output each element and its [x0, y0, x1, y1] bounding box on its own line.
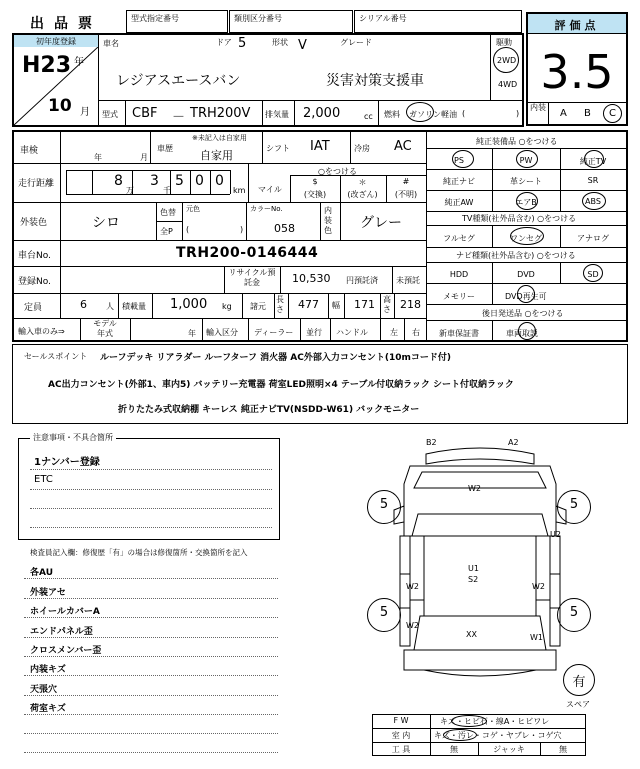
- tv-full: フルセグ: [443, 234, 475, 243]
- color-value: シロ: [92, 215, 120, 231]
- inspector-item-1: 各AU: [30, 568, 53, 578]
- tv-type-title: TV種類(社外品含む): [462, 214, 535, 223]
- selling-points-label: セールスポイント: [24, 352, 88, 361]
- equip-sr: SR: [587, 176, 599, 185]
- genuine-label: [476, 136, 558, 147]
- tv-circle-note: ○をつける: [537, 214, 577, 223]
- serial-box: [354, 10, 522, 33]
- rating-label: 評価点: [554, 19, 600, 32]
- mileage-digit-4: 0: [195, 173, 204, 189]
- legend-interior-circle: [443, 729, 477, 741]
- cc-unit: cc: [364, 112, 373, 121]
- model-dash: －: [172, 110, 186, 125]
- shaken-month: 月: [140, 153, 148, 162]
- color-no-value: 058: [274, 222, 295, 235]
- tampered-label: (改ざん): [347, 190, 378, 199]
- shaken-label: 車検: [20, 146, 39, 156]
- recycle-label: リサイクル預託金: [228, 268, 276, 287]
- drive-4wd: 4WD: [498, 80, 518, 89]
- equip-aw: 純正AW: [444, 198, 474, 207]
- history-label: 車歴: [157, 144, 173, 153]
- equip-leather: 革シート: [510, 177, 542, 186]
- kg-unit: kg: [222, 302, 232, 311]
- displacement-value: 2,000: [303, 106, 341, 121]
- load-value: 1,000: [170, 297, 208, 312]
- original-paren-close: ): [240, 225, 244, 234]
- navi-dvd: DVD: [517, 270, 535, 279]
- interior-grade-label: 内装: [530, 103, 546, 112]
- legend-fw-label: F W: [393, 716, 409, 725]
- exchange-label: (交換): [303, 190, 327, 199]
- interior-color-value: グレー: [360, 215, 402, 231]
- grade-value: 災害対策支援車: [326, 73, 424, 89]
- equip-abs: ABS: [585, 197, 601, 206]
- width-value: 171: [354, 298, 375, 311]
- legend-tools-none: 無: [450, 745, 458, 754]
- mark-u2: U2: [550, 530, 561, 539]
- equip-ps: PS: [454, 156, 464, 165]
- first-reg-label: 初年度登録: [36, 37, 76, 46]
- original-color-label: 元色: [186, 205, 200, 213]
- shaken-year: 年: [94, 153, 102, 162]
- model-prefix: CBF: [132, 106, 158, 121]
- model-no-label: 型式指定番号: [131, 14, 179, 23]
- navi-circle-note: ○をつける: [536, 251, 576, 260]
- spare-value: 有: [572, 675, 586, 690]
- notes-label: 注意事項・不具合箇所: [30, 432, 116, 443]
- legend-interior-label: 室 内: [391, 731, 411, 740]
- km-unit: km: [233, 186, 246, 195]
- hash-mark: #: [402, 177, 410, 186]
- navi-sd-circle: [583, 264, 603, 282]
- legend-fw-text: キズ・ヒビ石・線A・ヒビワレ: [440, 717, 550, 726]
- tv-oneseg: ワンセグ: [510, 234, 542, 243]
- navi-type-label: [456, 250, 576, 261]
- selling-point-line-3: 折りたたみ式収納棚 キーレス 純正ナビTV(NSDD-W61) バックモニター: [118, 405, 420, 415]
- fuel-paren-close: ): [516, 109, 520, 118]
- all-paint-label: 全P: [160, 227, 173, 236]
- capacity-value: 6: [80, 298, 87, 311]
- navi-memory: メモリー: [443, 292, 475, 301]
- model-year-label: モデル年式: [93, 319, 117, 338]
- inspector-item-8: 荷室キズ: [30, 704, 66, 714]
- drive-2wd: 2WD: [497, 56, 517, 65]
- parallel-label: 並行: [306, 328, 322, 337]
- shape-value: V: [298, 38, 307, 53]
- genuine-circle-note: ○をつける: [518, 137, 558, 146]
- tv-analog: アナログ: [577, 234, 609, 243]
- reg-era-year: H23: [22, 53, 72, 78]
- sheet-title: 出品票: [30, 16, 102, 32]
- mark-w1: W1: [530, 633, 543, 642]
- equip-tv-circle: [584, 150, 604, 168]
- selling-point-line-2: AC出力コンセント(外部1、車内5) バッテリー充電器 荷室LED照明×4 テーブル付収納ラック シート付収納ラック: [48, 380, 514, 390]
- shift-value: IAT: [310, 139, 330, 154]
- star-mark: ＊: [358, 178, 367, 187]
- chassis-label: 車台No.: [18, 251, 51, 261]
- right-handle: 右: [412, 328, 420, 337]
- note-item-1: 1ナンバー登録: [34, 457, 100, 468]
- displacement-label: 排気量: [265, 110, 289, 119]
- inspector-label: 検査員記入欄：修復歴「有」の場合は修復箇所・交換箇所を記入: [30, 548, 248, 557]
- unknown-label: (不明): [394, 190, 418, 199]
- serial-label: シリアル番号: [359, 14, 407, 23]
- doors-label: ドア: [216, 38, 232, 47]
- interior-grade-c: C: [609, 108, 616, 119]
- equip-airbag: エアB: [515, 198, 537, 207]
- equip-navi: 純正ナビ: [443, 177, 475, 186]
- equip-pw-circle: [516, 150, 538, 168]
- dealer-label: ディーラー: [254, 328, 294, 337]
- reg-month-unit: 月: [80, 107, 90, 118]
- reg-year-unit: 年: [74, 57, 84, 68]
- history-note: ※未記入は自家用: [192, 134, 247, 142]
- mark-u1: U1: [468, 564, 479, 573]
- tv-oneseg-circle: [510, 227, 544, 245]
- model-label: 型式: [102, 110, 118, 119]
- import-year-unit: 年: [188, 329, 196, 338]
- docs-circle-note: ○をつける: [524, 309, 564, 318]
- dollar-mark: $: [312, 177, 318, 186]
- ac-value: AC: [394, 139, 412, 154]
- docs-label: [482, 308, 564, 319]
- docs-title: 後日発送品: [482, 309, 522, 318]
- legend-jack-label: ジャッキ: [493, 745, 525, 754]
- inspector-item-6: 内装キズ: [30, 665, 66, 675]
- vehicle-diagram: [370, 444, 590, 684]
- docs-manual-circle: [518, 322, 536, 340]
- interior-color-label: 内装色: [324, 206, 332, 235]
- mark-b2: B2: [426, 438, 437, 447]
- mile-label: マイル: [258, 185, 282, 194]
- handle-label: ハンドル: [336, 328, 368, 337]
- fuel-gasoline: ガソリン: [409, 110, 441, 119]
- navi-dvd-play-circle: [517, 285, 535, 303]
- mark-a2: A2: [508, 438, 519, 447]
- tire-front-left-value: 5: [379, 497, 389, 512]
- inspector-item-5: クロスメンバー歪: [30, 646, 102, 656]
- mark-w2-top: W2: [468, 484, 481, 493]
- history-value: 自家用: [200, 149, 233, 162]
- inspector-item-7: 天張穴: [30, 685, 58, 695]
- dims-label: 諸元: [250, 302, 266, 311]
- import-type-label: 輸入区分: [206, 328, 238, 337]
- docs-warranty: 新車保証書: [439, 329, 479, 338]
- recycle-not: 未預託: [396, 276, 420, 285]
- mileage-digit-3: 5: [175, 173, 184, 189]
- grade-label: グレード: [340, 38, 372, 47]
- recycle-status: 円預託済: [346, 276, 378, 285]
- length-value: 477: [298, 298, 319, 311]
- drive-2wd-circle: [493, 47, 519, 73]
- fuel-label: 燃料: [384, 110, 400, 119]
- fuel-light-oil: 軽油: [441, 110, 457, 119]
- height-label: 高さ: [383, 295, 391, 314]
- selling-point-line-1: ルーフデッキ リアラダー ルーフターフ 消火器 AC外部入力コンセント(10mコード付): [100, 353, 451, 363]
- class-no-label: 類別区分番号: [234, 14, 282, 23]
- tv-type-label: [462, 213, 576, 224]
- inspector-item-3: ホイールカバーA: [30, 607, 100, 617]
- docs-manual: 車両取説: [506, 329, 538, 338]
- mark-w2-right: W2: [532, 582, 545, 591]
- mark-xx: XX: [466, 630, 477, 639]
- navi-dvd-play: DVD再生可: [505, 292, 547, 301]
- mark-w2-left: W2: [406, 582, 419, 591]
- mileage-unit-man: 万: [126, 186, 134, 195]
- import-label: 輸入車のみ⇒: [18, 327, 65, 336]
- recycle-amount: 10,530: [292, 272, 331, 285]
- legend-fw-circle: [451, 715, 487, 727]
- rating-value: 3.5: [540, 45, 614, 99]
- tire-rear-left-value: 5: [379, 605, 389, 620]
- color-no-label: カラーNo.: [250, 205, 283, 213]
- ac-label: 冷房: [354, 144, 370, 153]
- rating-box: [526, 12, 628, 126]
- doors-value: 5: [238, 36, 247, 51]
- equip-tv: 純正TV: [579, 157, 607, 166]
- navi-sd: SD: [587, 270, 599, 279]
- capacity-label: 定員: [24, 303, 43, 313]
- mileage-digit-2: 3: [150, 173, 159, 189]
- mileage-digit-1: 8: [114, 173, 123, 189]
- load-label: 積載量: [122, 302, 146, 311]
- interior-grade-b: B: [584, 108, 591, 119]
- equip-abs-circle: [582, 192, 606, 210]
- interior-grade-circle: [603, 104, 622, 123]
- mileage-digit-5: 0: [215, 173, 224, 189]
- original-paren-open: (: [186, 225, 190, 234]
- inspector-item-2: 外装アセ: [30, 588, 66, 598]
- mileage-label: 走行距離: [18, 179, 55, 189]
- spare-label: スペア: [566, 700, 590, 709]
- reg-month: 10: [48, 96, 72, 116]
- width-label: 幅: [332, 301, 340, 310]
- class-no-box: [229, 10, 353, 33]
- reg-no-label: 登録No.: [18, 277, 51, 287]
- length-label: 長さ: [276, 295, 284, 314]
- person-unit: 人: [106, 302, 114, 311]
- genuine-title: 純正装備品: [476, 137, 516, 146]
- equip-pw: PW: [519, 156, 533, 165]
- tire-front-right-value: 5: [569, 497, 579, 512]
- inspector-item-4: エンドパネル歪: [30, 627, 93, 637]
- legend-interior-text: キズ・汚レ・コゲ・ヤブレ・コゲ穴: [434, 731, 562, 740]
- mark-w2-lower: W2: [406, 621, 419, 630]
- model-value: TRH200V: [190, 106, 251, 121]
- color-change-label: 色替: [160, 208, 176, 217]
- mark-s2: S2: [468, 575, 479, 584]
- height-value: 218: [400, 298, 421, 311]
- interior-grade-a: A: [560, 108, 567, 119]
- car-name-value: レジアスエースバン: [116, 73, 241, 89]
- equip-airbag-circle: [516, 192, 538, 210]
- shift-label: シフト: [266, 144, 290, 153]
- equip-ps-circle: [452, 150, 474, 168]
- navi-hdd: HDD: [449, 270, 469, 279]
- chassis-value: TRH200-0146444: [176, 245, 319, 261]
- mileage-unit-sen: 千: [163, 186, 171, 195]
- shape-label: 形状: [272, 38, 288, 47]
- drive-label: 駆動: [496, 38, 512, 47]
- left-handle: 左: [390, 328, 398, 337]
- note-item-2: ETC: [34, 474, 53, 485]
- color-label: 外装色: [20, 218, 48, 228]
- circle-note: ○をつける: [318, 167, 357, 176]
- fuel-paren-open: (: [462, 109, 466, 118]
- fuel-gasoline-circle: [406, 102, 434, 122]
- navi-type-title: ナビ種類(社外品含む): [456, 251, 535, 260]
- legend-jack-none: 無: [559, 745, 567, 754]
- legend-tools-label: 工 具: [391, 745, 411, 754]
- car-name-label: 車名: [103, 39, 119, 48]
- tire-rear-right-value: 5: [569, 605, 579, 620]
- model-no-box: [126, 10, 228, 33]
